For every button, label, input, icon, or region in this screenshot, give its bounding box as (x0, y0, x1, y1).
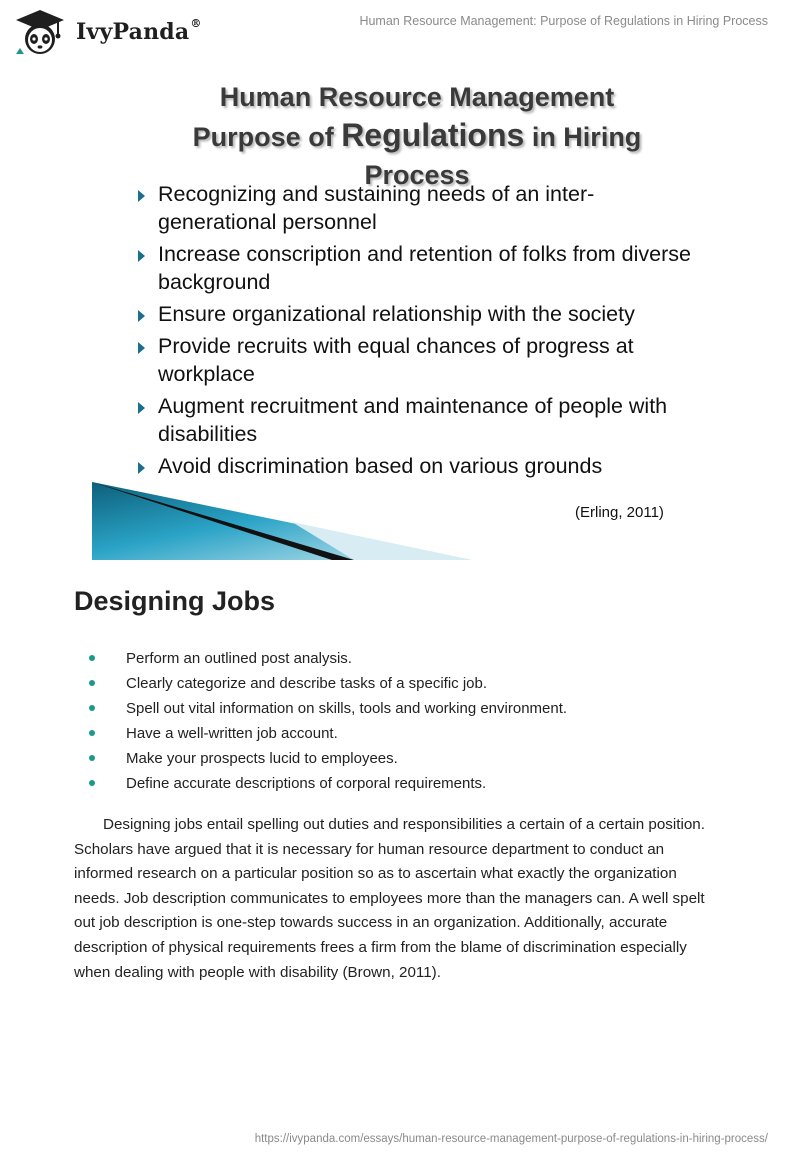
triangle-bullet-icon (138, 402, 145, 414)
list-item-text: Clearly categorize and describe tasks of a specific job. (126, 675, 488, 692)
slide-bullet-text: Augment recruitment and maintenance of people with disabilities (158, 394, 668, 446)
slide-title-pre: Purpose of (192, 122, 342, 152)
bullet-dot-icon (89, 705, 95, 711)
slide-title-line1: Human Resource Management (219, 82, 615, 112)
list-item (88, 721, 567, 746)
triangle-bullet-icon (138, 342, 145, 354)
triangle-bullet-icon (138, 190, 145, 202)
slide-bullet-text: Ensure organizational relationship with the society (158, 302, 635, 326)
slide-bullet-list (138, 180, 698, 484)
list-item-text: Perform an outlined post analysis. (126, 650, 352, 667)
slide-citation: (Erling, 2011) (575, 504, 664, 521)
designing-jobs-list (88, 646, 567, 796)
triangle-bullet-icon (138, 310, 145, 322)
slide-image (92, 72, 712, 562)
list-item (88, 746, 567, 771)
list-item (88, 696, 567, 721)
slide-title-line2 (92, 116, 742, 156)
slide-title-line3: Process (364, 160, 470, 190)
bullet-dot-icon (89, 680, 95, 686)
body-paragraph: Designing jobs entail spelling out duties and responsibilities a certain of a certain position. Scholars have argued that it is necessary for human resource department to conduct an informed research on a particular position so as to ascertain what exactly the organization needs. Job description communicates to employees more than the managers can. A well spelt out job description is one-step towards success in an organization. Additionally, accurate description of physical requirements frees a firm from the blame of discrimination especially when dealing with people with disability (Brown, 2011). (74, 816, 705, 981)
bullet-dot-icon (89, 755, 95, 761)
triangle-bullet-icon (138, 462, 145, 474)
list-item (88, 771, 567, 796)
bullet-dot-icon (89, 730, 95, 736)
slide-bullet-text: Recognizing and sustaining needs of an inter-generational personnel (158, 182, 595, 234)
slide-title-post: in Hiring (524, 122, 642, 152)
slide-bullet (138, 240, 698, 296)
slide-bullet-text: Provide recruits with equal chances of progress at workplace (158, 334, 634, 386)
document-title: Human Resource Management: Purpose of Regulations in Hiring Process (359, 14, 768, 28)
source-url-link[interactable]: https://ivypanda.com/essays/human-resource-management-purpose-of-regulations-in-hiring-process/ (254, 1133, 768, 1145)
list-item-text: Have a well-written job account. (126, 725, 338, 742)
slide-bullet (138, 392, 698, 448)
panda-graduate-icon (14, 8, 66, 56)
list-item-text: Define accurate descriptions of corporal requirements. (126, 775, 487, 792)
slide-bullet (138, 332, 698, 388)
slide-bullet-text: Avoid discrimination based on various grounds (158, 454, 603, 478)
slide-title (92, 78, 742, 194)
list-item-text: Spell out vital information on skills, tools and working environment. (126, 700, 568, 717)
slide-bullet (138, 452, 698, 480)
slide-decorative-wedge (92, 482, 492, 562)
page-header (0, 0, 800, 60)
ivypanda-logo[interactable] (14, 8, 202, 56)
list-item (88, 671, 567, 696)
list-item-text: Make your prospects lucid to employees. (126, 750, 398, 767)
bullet-dot-icon (89, 780, 95, 786)
slide-title-emphasis: Regulations (341, 117, 525, 153)
slide-bullet-text: Increase conscription and retention of folks from diverse background (158, 242, 691, 294)
bullet-dot-icon (89, 655, 95, 661)
brand-name: IvyPanda (76, 19, 190, 45)
list-item (88, 646, 567, 671)
section-heading: Designing Jobs (74, 586, 276, 616)
slide-bullet (138, 300, 698, 328)
registered-mark: ® (190, 17, 202, 30)
triangle-bullet-icon (138, 250, 145, 262)
slide-bullet (138, 180, 698, 236)
